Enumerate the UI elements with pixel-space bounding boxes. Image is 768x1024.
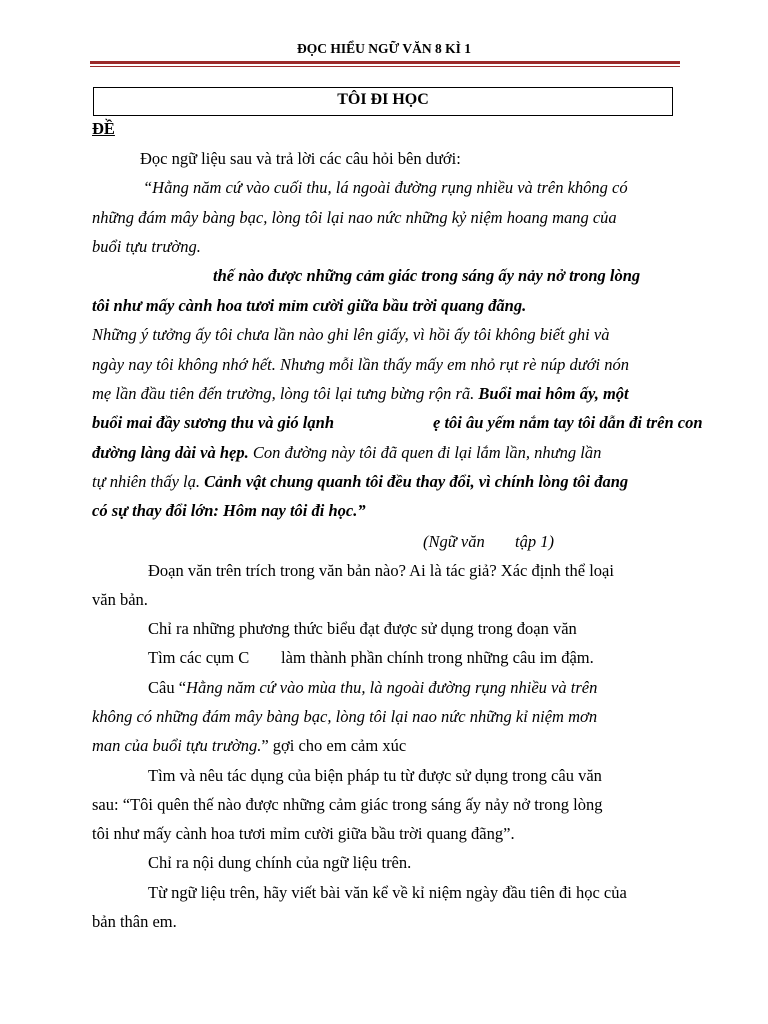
question-7-line-1: Từ ngữ liệu trên, hãy viết bài văn kể về kỉ niệm ngày đầu tiên đi học của (148, 883, 627, 902)
question-5-line-3: tôi như mấy cành hoa tươi mỉm cười giữa bầu trời quang đãng”. (92, 824, 515, 843)
passage-line-9-b: ẹ tôi âu yếm nắm tay tôi dẫn đi trên con (433, 413, 703, 432)
question-4-line-2: không có những đám mây bàng bạc, lòng tôi lại nao nức những kỉ niệm mơn (92, 707, 598, 726)
question-3-part-1: Tìm các cụm C (148, 648, 250, 667)
header-rule-thin (90, 66, 680, 67)
passage-line-7: ngày nay tôi không nhớ hết. Nhưng mỗi lần thấy mấy em nhỏ rụt rè núp dưới nón (92, 355, 629, 374)
question-5-line-1: Tìm và nêu tác dụng của biện pháp tu từ được sử dụng trong câu văn (148, 766, 602, 785)
passage-line-3: buổi tựu trường. (92, 237, 201, 256)
passage-line-10-text: Con đường này tôi đã quen đi lại lắm lần, nhưng lần (252, 443, 602, 462)
instruction-line: Đọc ngữ liệu sau và trả lời các câu hỏi bên dưới: (140, 149, 461, 168)
question-4-quote: Hằng năm cứ vào mùa thu, là ngoài đường rụng nhiều và trên (186, 678, 598, 697)
question-6: Chỉ ra nội dung chính của ngữ liệu trên. (148, 853, 412, 872)
de-label: ĐỀ (92, 119, 115, 138)
page-header: ĐỌC HIỂU NGỮ VĂN 8 KÌ 1 (296, 41, 471, 56)
passage-line-4: thế nào được những cảm giác trong sáng ấy nảy nở trong lòng (213, 266, 641, 285)
passage-line-6: Những ý tưởng ấy tôi chưa lần nào ghi lên giấy, vì hồi ấy tôi không biết ghi và (92, 325, 610, 344)
question-2: Chỉ ra những phương thức biểu đạt được sử dụng trong đoạn văn (148, 619, 577, 638)
question-4-line-3 (92, 736, 406, 756)
passage-line-1: “Hằng năm cứ vào cuối thu, lá ngoài đường rụng nhiều và trên không có (143, 178, 628, 197)
source-part-2: tập 1) (515, 532, 554, 551)
question-1-line-1: Đoạn văn trên trích trong văn bản nào? Ai là tác giả? Xác định thể loại (148, 561, 614, 580)
passage-line-2: những đám mây bàng bạc, lòng tôi lại nao nức những kỷ niệm hoang mang của (92, 208, 617, 227)
passage-line-9-a: buổi mai đầy sương thu và gió lạnh (92, 413, 334, 432)
question-3-part-2: làm thành phần chính trong những câu im đậm. (281, 648, 594, 667)
doc-title: TÔI ĐI HỌC (337, 91, 429, 108)
passage-line-10 (92, 443, 601, 463)
question-5-line-2: sau: “Tôi quên thế nào được những cảm giác trong sáng ấy nảy nở trong lòng (92, 795, 603, 814)
passage-line-11-bold: Cảnh vật chung quanh tôi đều thay đổi, vì chính lòng tôi đang (204, 472, 629, 491)
passage-line-11-text: tự nhiên thấy lạ. (92, 472, 200, 491)
doc-title-box (93, 87, 673, 116)
question-4-suffix: ” gợi cho em cảm xúc (261, 736, 407, 755)
passage-line-5: tôi như mấy cành hoa tươi mỉm cười giữa bầu trời quang đãng. (92, 296, 527, 315)
passage-line-11 (92, 472, 628, 492)
question-4-quote-end: man của buổi tựu trường. (92, 736, 262, 755)
question-4-line-1 (148, 678, 597, 698)
source-part-1: (Ngữ văn (423, 532, 485, 551)
passage-line-8 (92, 384, 629, 404)
passage-line-8-bold: Buổi mai hôm ấy, một (478, 384, 629, 403)
question-7-line-2: bản thân em. (92, 912, 177, 931)
question-1-line-2: văn bản. (92, 590, 148, 609)
passage-line-8-text: mẹ lần đầu tiên đến trường, lòng tôi lại tưng bừng rộn rã. (92, 384, 475, 403)
header-rule-thick (90, 61, 680, 64)
passage-line-12: có sự thay đổi lớn: Hôm nay tôi đi học.” (92, 501, 366, 520)
passage-line-10-bold: đường làng dài và hẹp. (92, 443, 249, 462)
question-4-prefix: Câu “ (148, 678, 187, 697)
